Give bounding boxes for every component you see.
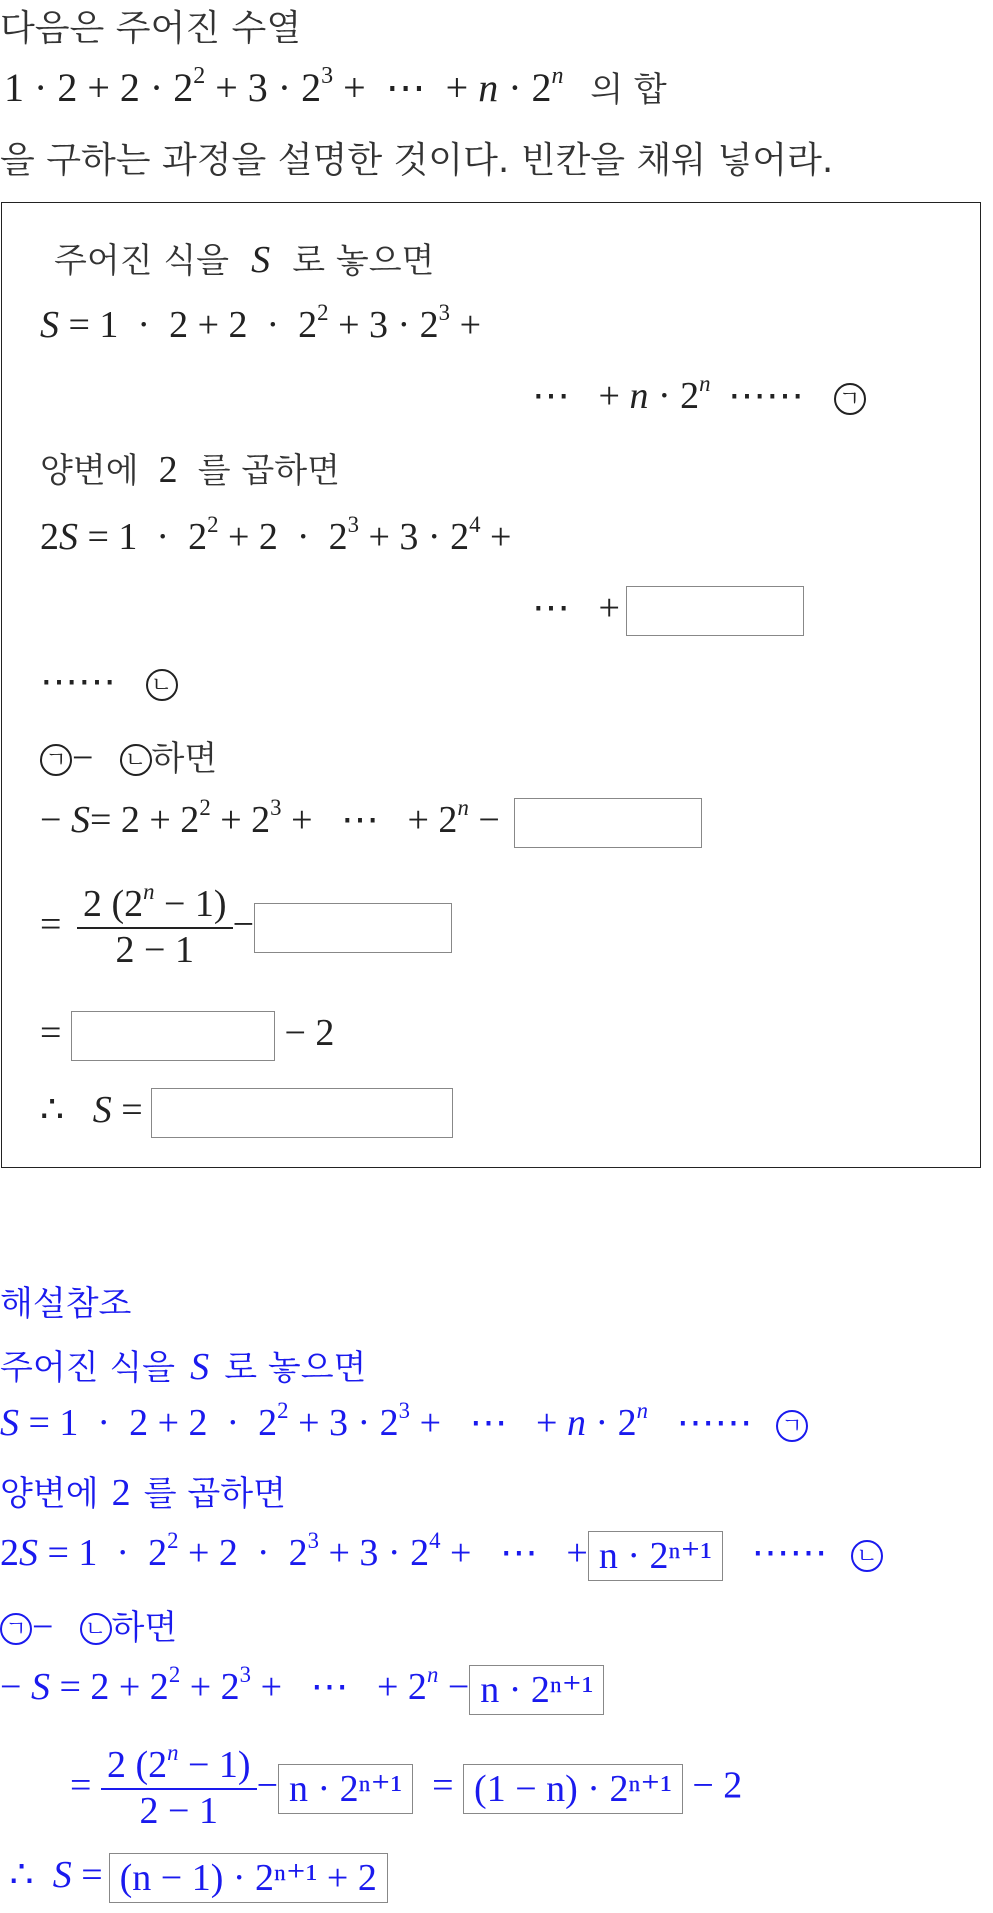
solution-therefore-icon: ∴ — [9, 1854, 34, 1896]
blank-4[interactable] — [71, 1011, 275, 1061]
solution-subtract-line: ㄱ − ㄴ 하면 — [0, 1600, 177, 1649]
blank-2[interactable] — [514, 798, 702, 848]
question-line-3 — [0, 132, 833, 183]
solution-label-b-icon: ㄴ — [851, 1540, 883, 1572]
dots-b: ⋯⋯ — [40, 661, 116, 703]
series-expression: $1 \cdot 2 + 2 \cdot 2^2 + 3 \cdot 2^3$ + ⋯ + $n \cdot 2^n$ — [4, 63, 564, 110]
equation-therefore: ∴ S = — [40, 1087, 453, 1138]
equation-neg-s: − $S= 2 + 2^2 + 2^3$ + ⋯ + $2^n$ − — [40, 797, 702, 848]
dots-a: ⋯⋯ — [728, 375, 804, 417]
box-subtract-line: ㄱ − ㄴ 하면 — [40, 731, 217, 780]
solution-multiply-text: 양변에 — [0, 1474, 99, 1514]
solution-equation-2s: $2S = 1 \cdot 2^2 + 2 \cdot 2^3 + 3 \cdot 2^4$ + ⋯ + n · 2ⁿ⁺¹ ⋯⋯ ㄴ — [0, 1530, 883, 1581]
solution-multiply-num: 2 — [111, 1472, 131, 1514]
equation-2s: $2S = 1 \cdot 2^2 + 2 \cdot 2^3 + 3 \cdot 2^4$ + — [40, 511, 512, 558]
equation-2s-cont: ⋯ + — [532, 585, 804, 636]
solution-heading — [0, 1276, 131, 1325]
solution-dots-b: ⋯⋯ — [751, 1532, 828, 1574]
equation-fraction: = $\frac{2 (2^n - 1)}{2 - 1}$ − — [40, 883, 452, 972]
multiply-num: 2 — [158, 449, 178, 491]
solution-answer-3: n · 2ⁿ⁺¹ — [278, 1764, 413, 1814]
solution-equation-neg-s: − $S = 2 + 2^2 + 2^3$ + ⋯ + $2^n - n \cdot 2^{n+1}$ — [0, 1664, 604, 1715]
solution-intro-line — [0, 1340, 366, 1389]
solution-equation-s: $S = 1 \cdot 2 + 2 \cdot 2^2 + 3 \cdot 2^3$ + ⋯ + $n \cdot 2^n$ ⋯⋯ ㄱ — [0, 1400, 808, 1445]
solution-multiply-line — [0, 1466, 286, 1515]
series-suffix-text: 의 합 — [590, 70, 667, 110]
solution-intro-end: 로 놓으면 — [224, 1348, 367, 1388]
label-a-icon: ㄱ — [834, 383, 866, 415]
solution-answer-1: n · 2ⁿ⁺¹ — [588, 1531, 723, 1581]
solution-heading-text: 해설참조 — [0, 1284, 132, 1324]
box-multiply-line — [40, 443, 340, 492]
solution-dots-a: ⋯⋯ — [676, 1402, 753, 1444]
box-intro-end: 로 놓으면 — [292, 241, 435, 281]
blank-5[interactable] — [151, 1088, 453, 1138]
solution-intro-text: 주어진 식을 — [0, 1348, 176, 1388]
solution-subtract-text: 하면 — [111, 1608, 178, 1648]
question-line-1 — [0, 0, 301, 51]
box-intro-var: S — [251, 239, 271, 281]
question-instruction-text: 을 구하는 과정을 설명한 것이다. 빈칸을 채워 넣어라. — [0, 140, 834, 181]
equation-result: = − 2 — [40, 1011, 334, 1061]
blank-1[interactable] — [626, 586, 804, 636]
problem-box — [1, 202, 981, 1168]
solution-answer-5: (n − 1) · 2ⁿ⁺¹ + 2 — [109, 1853, 388, 1903]
equation-s-cont: ⋯ + $n \cdot 2^n$ ⋯⋯ ㄱ — [532, 373, 866, 418]
solution-subtract-a-icon: ㄱ — [0, 1613, 32, 1645]
solution-label-a-icon: ㄱ — [776, 1410, 808, 1442]
label-b-icon: ㄴ — [146, 669, 178, 701]
solution-multiply-end: 를 곱하면 — [143, 1474, 286, 1514]
question-series — [4, 62, 667, 111]
multiply-end: 를 곱하면 — [197, 451, 340, 491]
box-intro-text: 주어진 식을 — [54, 241, 230, 281]
box-intro-line — [54, 233, 434, 282]
equation-s: $S = 1 \cdot 2 + 2 \cdot 2^2 + 3 \cdot 2^3$ + — [40, 299, 482, 346]
solution-subtract-b-icon: ㄴ — [80, 1613, 112, 1645]
solution-equation-fraction: = $\frac{2 (2^n - 1)}{2 - 1}$ − n · 2ⁿ⁺¹ = (1 − n) · 2ⁿ⁺¹ − 2 — [70, 1739, 743, 1832]
blank-3[interactable] — [254, 903, 452, 953]
subtract-text: 하면 — [151, 739, 218, 779]
fraction: $\frac{2 (2^n - 1)}{2 - 1}$ — [77, 883, 233, 972]
solution-equation-therefore: ∴ S = (n − 1) · 2ⁿ⁺¹ + 2 — [0, 1852, 388, 1903]
label-b-line — [40, 659, 178, 704]
solution-answer-4: (1 − n) · 2ⁿ⁺¹ — [463, 1764, 683, 1814]
solution-intro-var: S — [190, 1346, 210, 1388]
solution-fraction: $\frac{2 (2^n - 1)}{2 - 1}$ — [101, 1744, 257, 1833]
question-intro-text: 다음은 주어진 수열 — [0, 8, 302, 49]
multiply-text: 양변에 — [40, 451, 139, 491]
solution-answer-2: n · 2ⁿ⁺¹ — [469, 1665, 604, 1715]
subtract-label-a-icon: ㄱ — [40, 744, 72, 776]
subtract-label-b-icon: ㄴ — [120, 744, 152, 776]
therefore-icon: ∴ — [40, 1089, 65, 1131]
